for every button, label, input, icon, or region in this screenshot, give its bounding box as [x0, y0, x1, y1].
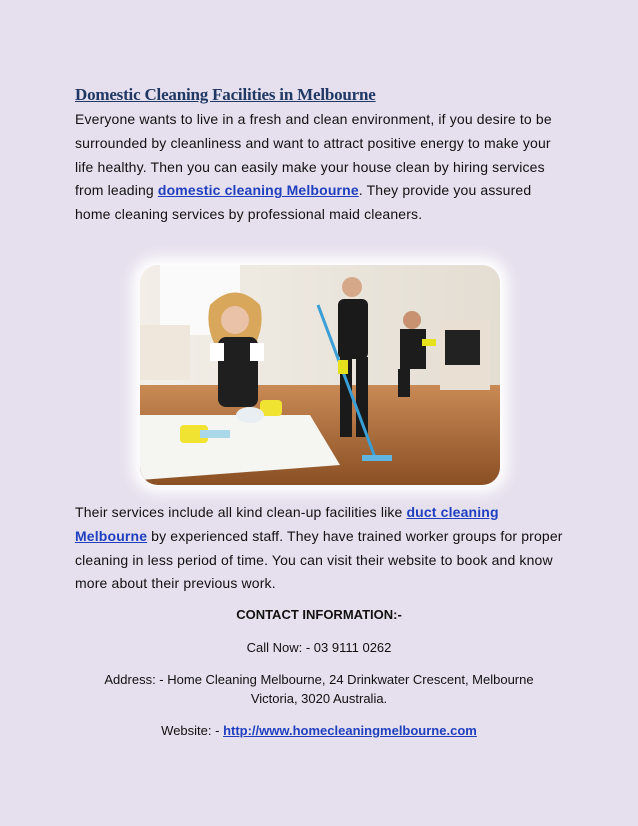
services-text-after: by experienced staff. They have trained worker groups for proper cleaning in less period of time. You can visit their website to book and know more about their previous work. — [75, 527, 563, 592]
intro-text-after: . They provide you assured home cleaning services by professional maid cleaners. — [75, 182, 532, 223]
website-label: Website: - — [161, 723, 224, 738]
contact-heading: CONTACT INFORMATION:- — [236, 607, 402, 622]
address-line-2: Victoria, 3020 Australia. — [250, 691, 388, 706]
website-line — [60, 721, 578, 740]
intro-text-before: Everyone wants to live in a fresh and clean environment, if you desire to be surrounded by cleanliness and want to attract positive energy to make your life healthy. Then you can easily make your house clean by hiring services from leading — [75, 111, 552, 199]
address-line-1: Address: - Home Cleaning Melbourne, 24 Drinkwater Crescent, Melbourne — [104, 672, 534, 687]
intro-paragraph — [75, 108, 565, 227]
website-link[interactable]: http://www.homecleaningmelbourne.com — [223, 723, 477, 738]
services-paragraph — [75, 501, 565, 596]
domestic-cleaning-link[interactable]: domestic cleaning Melbourne — [157, 182, 359, 199]
cleaning-photo — [140, 265, 500, 485]
duct-cleaning-link[interactable]: duct cleaning Melbourne — [75, 504, 499, 544]
address-block — [60, 670, 578, 708]
services-text-before: Their services include all kind clean-up facilities like — [75, 504, 407, 520]
call-now-text: Call Now: - 03 9111 0262 — [246, 640, 392, 655]
cleaning-photo-illustration — [140, 265, 500, 485]
page-title: Domestic Cleaning Facilities in Melbourne — [75, 85, 376, 104]
